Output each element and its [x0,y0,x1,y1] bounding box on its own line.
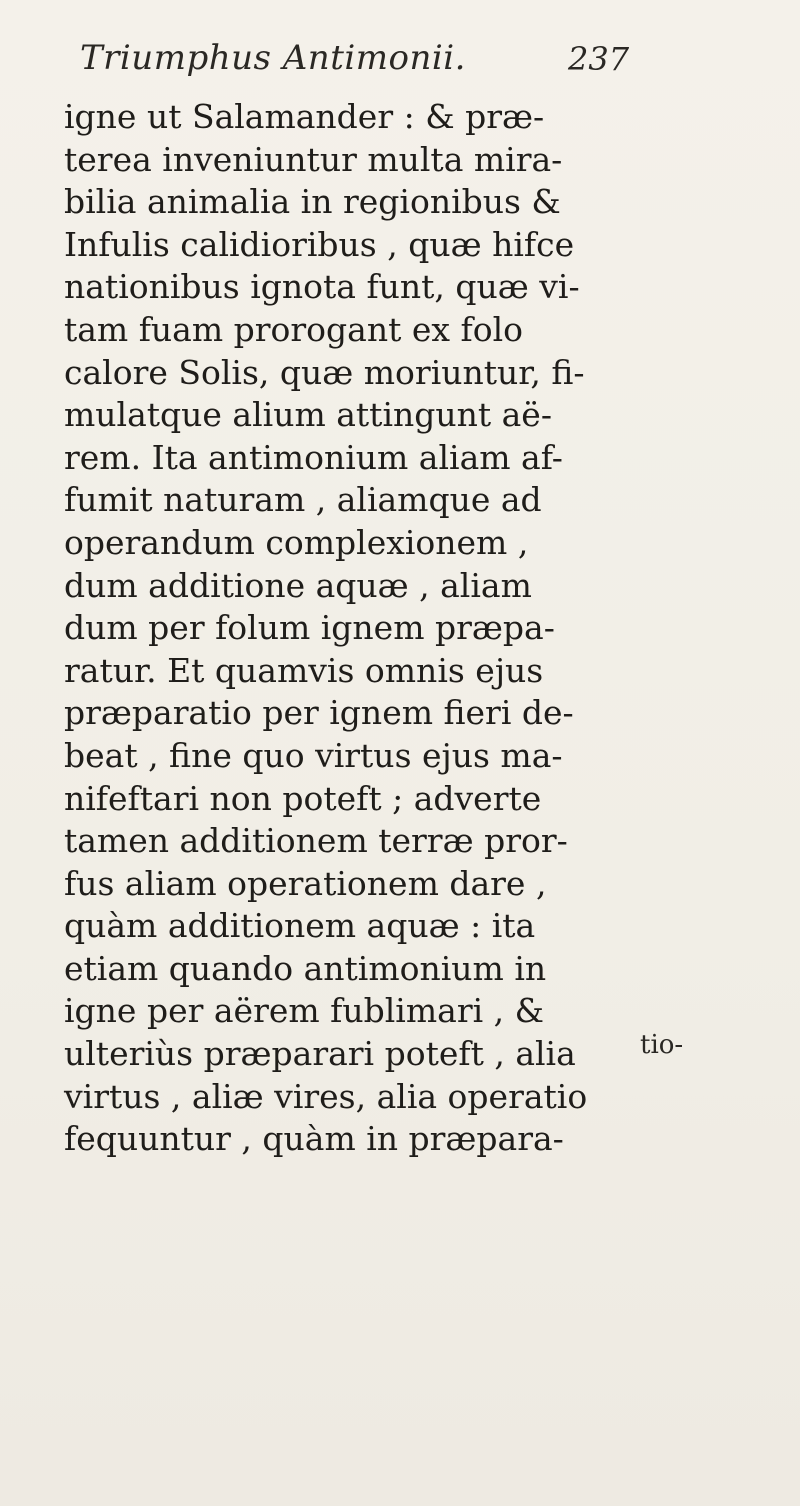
text-line: nationibus ignota funt, quæ vi- [64,267,580,307]
text-line: operandum complexionem , [64,522,529,562]
text-line: ratur. Et quamvis omnis ejus [64,650,544,690]
text-line: præparatio per ignem fieri de- [64,693,574,733]
text-line: ulteriùs præparari poteft , alia [64,1034,576,1074]
catchword: tio- [640,1030,684,1060]
text-line: igne per aërem fublimari , & [64,991,544,1031]
text-line: bilia animalia in regionibus & [64,182,561,222]
text-line: dum per folum ignem præpa- [64,608,555,648]
body-text [64,96,780,1161]
text-line: fus aliam operationem dare , [64,863,547,903]
text-line: nifeftari non poteft ; adverte [64,778,542,818]
text-line: igne ut Salamander : & præ- [64,97,545,136]
text-line: fumit naturam , aliamque ad [64,480,542,520]
text-line: terea inveniuntur multa mira- [64,139,563,179]
text-line: mulatque alium attingunt aë- [64,395,552,435]
text-line: tamen additionem terræ pror- [64,821,568,861]
page-header [80,38,780,88]
text-line: rem. Ita antimonium aliam af- [64,437,563,477]
running-title: Triumphus Antimonii. [80,38,466,78]
text-line: dum additione aquæ , aliam [64,565,532,605]
text-line: Infulis calidioribus , quæ hifce [64,224,575,264]
text-line: beat , fine quo virtus ejus ma- [64,735,563,775]
text-line: virtus , aliæ vires, alia operatio [64,1076,588,1116]
page-number: 237 [568,40,630,78]
text-line: fequuntur , quàm in præpara- [64,1119,564,1159]
text-line: tam fuam prorogant ex folo [64,309,523,349]
text-line: etiam quando antimonium in [64,948,547,988]
text-line: quàm additionem aquæ : ita [64,906,536,946]
text-line: calore Solis, quæ moriuntur, fi- [64,352,585,392]
